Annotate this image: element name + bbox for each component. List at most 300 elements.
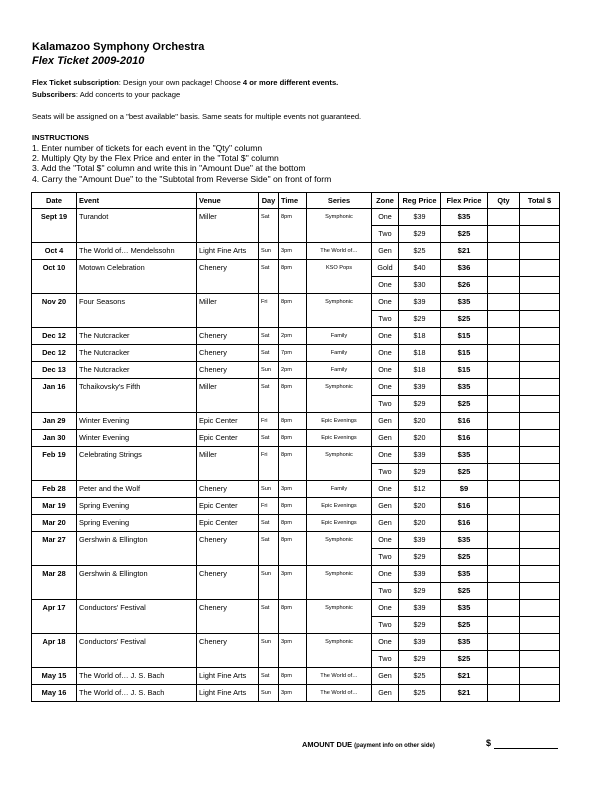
qty-field[interactable]	[488, 532, 520, 549]
regular-price: $18	[399, 345, 441, 362]
qty-field[interactable]	[488, 294, 520, 311]
event-date	[32, 311, 77, 328]
event-venue: Epic Center	[197, 515, 259, 532]
event-venue	[197, 226, 259, 243]
event-day	[259, 396, 279, 413]
event-day: Sat	[259, 209, 279, 226]
event-time: 8pm	[279, 209, 307, 226]
flex-price: $25	[441, 396, 488, 413]
event-series	[307, 549, 372, 566]
table-row	[32, 209, 560, 226]
seat-zone: Gen	[372, 243, 399, 260]
table-row	[32, 515, 560, 532]
event-venue	[197, 464, 259, 481]
qty-field[interactable]	[488, 362, 520, 379]
flex-ticket-description	[32, 78, 338, 87]
event-date: Oct 4	[32, 243, 77, 260]
total-field[interactable]	[520, 328, 560, 345]
total-field[interactable]	[520, 549, 560, 566]
event-date: Sept 19	[32, 209, 77, 226]
flex-price: $21	[441, 243, 488, 260]
instruction-step: 4. Carry the "Amount Due" to the "Subtotal from Reverse Side" on front of form	[32, 173, 332, 184]
qty-field[interactable]	[488, 515, 520, 532]
regular-price: $18	[399, 328, 441, 345]
total-field[interactable]	[520, 566, 560, 583]
seat-zone: One	[372, 345, 399, 362]
event-name: The World of… J. S. Bach	[77, 685, 197, 702]
table-row	[32, 430, 560, 447]
event-day: Sun	[259, 481, 279, 498]
total-field[interactable]	[520, 600, 560, 617]
event-date	[32, 277, 77, 294]
event-date: Dec 12	[32, 345, 77, 362]
event-date: Jan 29	[32, 413, 77, 430]
seat-zone: Two	[372, 464, 399, 481]
qty-field[interactable]	[488, 277, 520, 294]
flex-price: $26	[441, 277, 488, 294]
seat-zone: Two	[372, 311, 399, 328]
qty-field[interactable]	[488, 464, 520, 481]
event-venue: Light Fine Arts	[197, 685, 259, 702]
instruction-step: 1. Enter number of tickets for each event in the "Qty" column	[32, 143, 263, 153]
qty-field[interactable]	[488, 226, 520, 243]
event-time: 2pm	[279, 328, 307, 345]
table-subrow	[32, 226, 560, 243]
flex-price: $9	[441, 481, 488, 498]
event-day: Sat	[259, 532, 279, 549]
event-series	[307, 277, 372, 294]
event-day: Fri	[259, 498, 279, 515]
event-time: 8pm	[279, 498, 307, 515]
seat-zone: Gen	[372, 430, 399, 447]
event-name	[77, 583, 197, 600]
flex-price: $25	[441, 583, 488, 600]
events-table	[31, 192, 560, 702]
event-venue	[197, 651, 259, 668]
total-field[interactable]	[520, 498, 560, 515]
table-row	[32, 566, 560, 583]
flex-price: $25	[441, 651, 488, 668]
instruction-step: 3. Add the "Total $" column and write this in "Amount Due" at the bottom	[32, 163, 306, 174]
event-day	[259, 617, 279, 634]
event-name: Motown Celebration	[77, 260, 197, 277]
flex-price: $35	[441, 600, 488, 617]
total-field[interactable]	[520, 226, 560, 243]
event-day: Sat	[259, 430, 279, 447]
table-subrow	[32, 277, 560, 294]
event-time: 8pm	[279, 260, 307, 277]
event-date: Dec 13	[32, 362, 77, 379]
event-time: 3pm	[279, 243, 307, 260]
event-series: The World of…	[307, 668, 372, 685]
event-time	[279, 311, 307, 328]
total-field[interactable]	[520, 362, 560, 379]
event-series: Epic Evenings	[307, 498, 372, 515]
event-day: Sun	[259, 362, 279, 379]
amount-due-dollar-sign: $	[486, 738, 492, 748]
event-name: Winter Evening	[77, 430, 197, 447]
regular-price: $25	[399, 668, 441, 685]
event-time	[279, 651, 307, 668]
event-day: Sat	[259, 600, 279, 617]
flex-price: $36	[441, 260, 488, 277]
event-date: Nov 20	[32, 294, 77, 311]
events-table-body	[32, 209, 560, 702]
page-subtitle: Flex Ticket 2009-2010	[32, 55, 145, 67]
total-field[interactable]	[520, 430, 560, 447]
regular-price: $39	[399, 532, 441, 549]
event-name: Spring Evening	[77, 498, 197, 515]
instruction-step: 2. Multiply Qty by the Flex Price and enter in the "Total $" column	[32, 153, 279, 164]
event-venue	[197, 311, 259, 328]
event-venue: Epic Center	[197, 498, 259, 515]
event-series	[307, 464, 372, 481]
event-time: 8pm	[279, 379, 307, 396]
page-title: Kalamazoo Symphony Orchestra	[32, 41, 205, 53]
event-time: 3pm	[279, 634, 307, 651]
event-name: The Nutcracker	[77, 328, 197, 345]
qty-field[interactable]	[488, 600, 520, 617]
event-series	[307, 617, 372, 634]
event-time	[279, 617, 307, 634]
event-time: 3pm	[279, 481, 307, 498]
seat-zone: One	[372, 634, 399, 651]
event-name	[77, 311, 197, 328]
table-subrow	[32, 311, 560, 328]
regular-price: $29	[399, 617, 441, 634]
flex-price: $35	[441, 209, 488, 226]
qty-field[interactable]	[488, 379, 520, 396]
event-venue: Light Fine Arts	[197, 668, 259, 685]
regular-price: $29	[399, 226, 441, 243]
event-date: Apr 18	[32, 634, 77, 651]
qty-field[interactable]	[488, 583, 520, 600]
event-series: The World of…	[307, 243, 372, 260]
instructions-list	[32, 143, 331, 184]
seat-zone: One	[372, 294, 399, 311]
total-field[interactable]	[520, 277, 560, 294]
event-time: 8pm	[279, 668, 307, 685]
total-field[interactable]	[520, 396, 560, 413]
event-time: 8pm	[279, 600, 307, 617]
seat-zone: One	[372, 379, 399, 396]
total-field[interactable]	[520, 634, 560, 651]
event-date	[32, 226, 77, 243]
event-name: Celebrating Strings	[77, 447, 197, 464]
qty-field[interactable]	[488, 311, 520, 328]
event-series: Symphonic	[307, 532, 372, 549]
event-venue: Miller	[197, 294, 259, 311]
event-series	[307, 396, 372, 413]
qty-field[interactable]	[488, 260, 520, 277]
seat-zone: Gen	[372, 515, 399, 532]
event-date	[32, 617, 77, 634]
event-series: Symphonic	[307, 634, 372, 651]
seating-note: Seats will be assigned on a "best available" basis. Same seats for multiple events not guaranteed.	[32, 112, 362, 121]
event-date: Mar 19	[32, 498, 77, 515]
seat-zone: Gen	[372, 685, 399, 702]
table-subrow	[32, 617, 560, 634]
table-header-row	[32, 193, 560, 209]
event-name: The World of… Mendelssohn	[77, 243, 197, 260]
total-field[interactable]	[520, 617, 560, 634]
event-time: 3pm	[279, 566, 307, 583]
event-series: Symphonic	[307, 447, 372, 464]
qty-field[interactable]	[488, 617, 520, 634]
regular-price: $12	[399, 481, 441, 498]
flex-price: $15	[441, 328, 488, 345]
table-row	[32, 345, 560, 362]
regular-price: $40	[399, 260, 441, 277]
seat-zone: Two	[372, 549, 399, 566]
event-venue	[197, 549, 259, 566]
qty-field[interactable]	[488, 566, 520, 583]
qty-field[interactable]	[488, 651, 520, 668]
event-date	[32, 651, 77, 668]
regular-price: $39	[399, 294, 441, 311]
event-name: Gershwin & Ellington	[77, 566, 197, 583]
event-venue: Miller	[197, 447, 259, 464]
event-name: The Nutcracker	[77, 362, 197, 379]
event-venue	[197, 396, 259, 413]
regular-price: $29	[399, 311, 441, 328]
qty-field[interactable]	[488, 345, 520, 362]
qty-field[interactable]	[488, 549, 520, 566]
event-time: 8pm	[279, 413, 307, 430]
table-row	[32, 498, 560, 515]
event-time	[279, 583, 307, 600]
event-venue	[197, 617, 259, 634]
regular-price: $25	[399, 685, 441, 702]
event-series: Symphonic	[307, 379, 372, 396]
event-series: Epic Evenings	[307, 430, 372, 447]
event-day: Fri	[259, 447, 279, 464]
flex-price: $25	[441, 464, 488, 481]
regular-price: $18	[399, 362, 441, 379]
event-name	[77, 226, 197, 243]
seat-zone: Two	[372, 651, 399, 668]
flex-price: $35	[441, 379, 488, 396]
event-time: 2pm	[279, 362, 307, 379]
flex-price: $25	[441, 617, 488, 634]
event-venue: Epic Center	[197, 413, 259, 430]
total-field[interactable]	[520, 243, 560, 260]
event-day: Sat	[259, 260, 279, 277]
seat-zone: Two	[372, 617, 399, 634]
amount-due-input[interactable]	[494, 748, 558, 749]
event-name: The World of… J. S. Bach	[77, 668, 197, 685]
event-name: Peter and the Wolf	[77, 481, 197, 498]
total-field[interactable]	[520, 481, 560, 498]
qty-field[interactable]	[488, 685, 520, 702]
total-field[interactable]	[520, 209, 560, 226]
event-name	[77, 549, 197, 566]
flex-price: $35	[441, 447, 488, 464]
regular-price: $29	[399, 651, 441, 668]
table-row	[32, 362, 560, 379]
event-name: Spring Evening	[77, 515, 197, 532]
regular-price: $39	[399, 379, 441, 396]
seat-zone: One	[372, 328, 399, 345]
column-header-qty: Qty	[488, 193, 520, 209]
event-time: 7pm	[279, 345, 307, 362]
table-row	[32, 600, 560, 617]
flex-price: $25	[441, 549, 488, 566]
qty-field[interactable]	[488, 634, 520, 651]
regular-price: $39	[399, 600, 441, 617]
seat-zone: One	[372, 600, 399, 617]
event-name: Winter Evening	[77, 413, 197, 430]
event-series: Family	[307, 328, 372, 345]
column-header-total: Total $	[520, 193, 560, 209]
event-name	[77, 651, 197, 668]
event-time	[279, 226, 307, 243]
event-day: Fri	[259, 413, 279, 430]
event-name	[77, 277, 197, 294]
subscribers-label: Subscribers	[32, 90, 76, 99]
table-subrow	[32, 549, 560, 566]
total-field[interactable]	[520, 532, 560, 549]
column-header-series: Series	[307, 193, 372, 209]
event-name	[77, 617, 197, 634]
qty-field[interactable]	[488, 498, 520, 515]
event-time: 3pm	[279, 685, 307, 702]
event-venue	[197, 583, 259, 600]
event-time: 8pm	[279, 532, 307, 549]
event-day	[259, 277, 279, 294]
event-time: 8pm	[279, 430, 307, 447]
regular-price: $29	[399, 549, 441, 566]
total-field[interactable]	[520, 260, 560, 277]
table-row	[32, 243, 560, 260]
flex-ticket-label: Flex Ticket subscription	[32, 78, 119, 87]
event-series: Family	[307, 362, 372, 379]
event-series: Symphonic	[307, 294, 372, 311]
column-header-event: Event	[77, 193, 197, 209]
qty-field[interactable]	[488, 243, 520, 260]
event-name: Tchaikovsky's Fifth	[77, 379, 197, 396]
event-venue: Miller	[197, 379, 259, 396]
regular-price: $39	[399, 566, 441, 583]
seat-zone: One	[372, 532, 399, 549]
event-venue: Chenery	[197, 345, 259, 362]
seat-zone: Two	[372, 226, 399, 243]
total-field[interactable]	[520, 583, 560, 600]
event-day: Sun	[259, 566, 279, 583]
event-name: The Nutcracker	[77, 345, 197, 362]
total-field[interactable]	[520, 464, 560, 481]
total-field[interactable]	[520, 413, 560, 430]
flex-price: $21	[441, 685, 488, 702]
event-name: Turandot	[77, 209, 197, 226]
event-venue: Chenery	[197, 481, 259, 498]
qty-field[interactable]	[488, 413, 520, 430]
regular-price: $29	[399, 464, 441, 481]
flex-price: $15	[441, 362, 488, 379]
event-day: Sat	[259, 515, 279, 532]
column-header-flex-price: Flex Price	[441, 193, 488, 209]
total-field[interactable]	[520, 345, 560, 362]
event-date: Mar 28	[32, 566, 77, 583]
event-series: KSO Pops	[307, 260, 372, 277]
instructions-heading: INSTRUCTIONS	[32, 133, 89, 142]
event-venue: Miller	[197, 209, 259, 226]
qty-field[interactable]	[488, 668, 520, 685]
subscribers-description	[32, 90, 180, 99]
qty-field[interactable]	[488, 396, 520, 413]
qty-field[interactable]	[488, 430, 520, 447]
table-row	[32, 328, 560, 345]
qty-field[interactable]	[488, 447, 520, 464]
column-header-reg-price: Reg Price	[399, 193, 441, 209]
flex-price: $16	[441, 413, 488, 430]
event-day: Sat	[259, 345, 279, 362]
event-date: Feb 28	[32, 481, 77, 498]
flex-price: $16	[441, 430, 488, 447]
event-venue: Chenery	[197, 634, 259, 651]
total-field[interactable]	[520, 294, 560, 311]
flex-price: $35	[441, 566, 488, 583]
regular-price: $39	[399, 634, 441, 651]
total-field[interactable]	[520, 311, 560, 328]
amount-due-note: (payment info on other side)	[354, 743, 435, 749]
seat-zone: One	[372, 481, 399, 498]
regular-price: $39	[399, 447, 441, 464]
event-venue: Chenery	[197, 532, 259, 549]
event-day: Sun	[259, 634, 279, 651]
event-name: Four Seasons	[77, 294, 197, 311]
seat-zone: Gen	[372, 498, 399, 515]
event-series: Symphonic	[307, 600, 372, 617]
event-date: Apr 17	[32, 600, 77, 617]
event-date	[32, 583, 77, 600]
event-date: Feb 19	[32, 447, 77, 464]
total-field[interactable]	[520, 447, 560, 464]
event-date	[32, 464, 77, 481]
flex-price: $35	[441, 532, 488, 549]
event-time	[279, 277, 307, 294]
event-day: Sat	[259, 379, 279, 396]
seat-zone: Gold	[372, 260, 399, 277]
table-subrow	[32, 651, 560, 668]
event-series: The World of…	[307, 685, 372, 702]
table-row	[32, 481, 560, 498]
total-field[interactable]	[520, 515, 560, 532]
seat-zone: One	[372, 277, 399, 294]
table-row	[32, 294, 560, 311]
event-name: Conductors' Festival	[77, 634, 197, 651]
event-day	[259, 311, 279, 328]
event-date: Oct 10	[32, 260, 77, 277]
qty-field[interactable]	[488, 328, 520, 345]
event-date: Mar 27	[32, 532, 77, 549]
flex-price: $25	[441, 226, 488, 243]
seat-zone: One	[372, 209, 399, 226]
event-series	[307, 311, 372, 328]
flex-ticket-requirement: 4 or more different events.	[242, 78, 339, 87]
total-field[interactable]	[520, 651, 560, 668]
table-row	[32, 379, 560, 396]
event-day: Sat	[259, 668, 279, 685]
total-field[interactable]	[520, 668, 560, 685]
event-date: Dec 12	[32, 328, 77, 345]
table-row	[32, 668, 560, 685]
qty-field[interactable]	[488, 481, 520, 498]
table-subrow	[32, 396, 560, 413]
total-field[interactable]	[520, 685, 560, 702]
total-field[interactable]	[520, 379, 560, 396]
qty-field[interactable]	[488, 209, 520, 226]
